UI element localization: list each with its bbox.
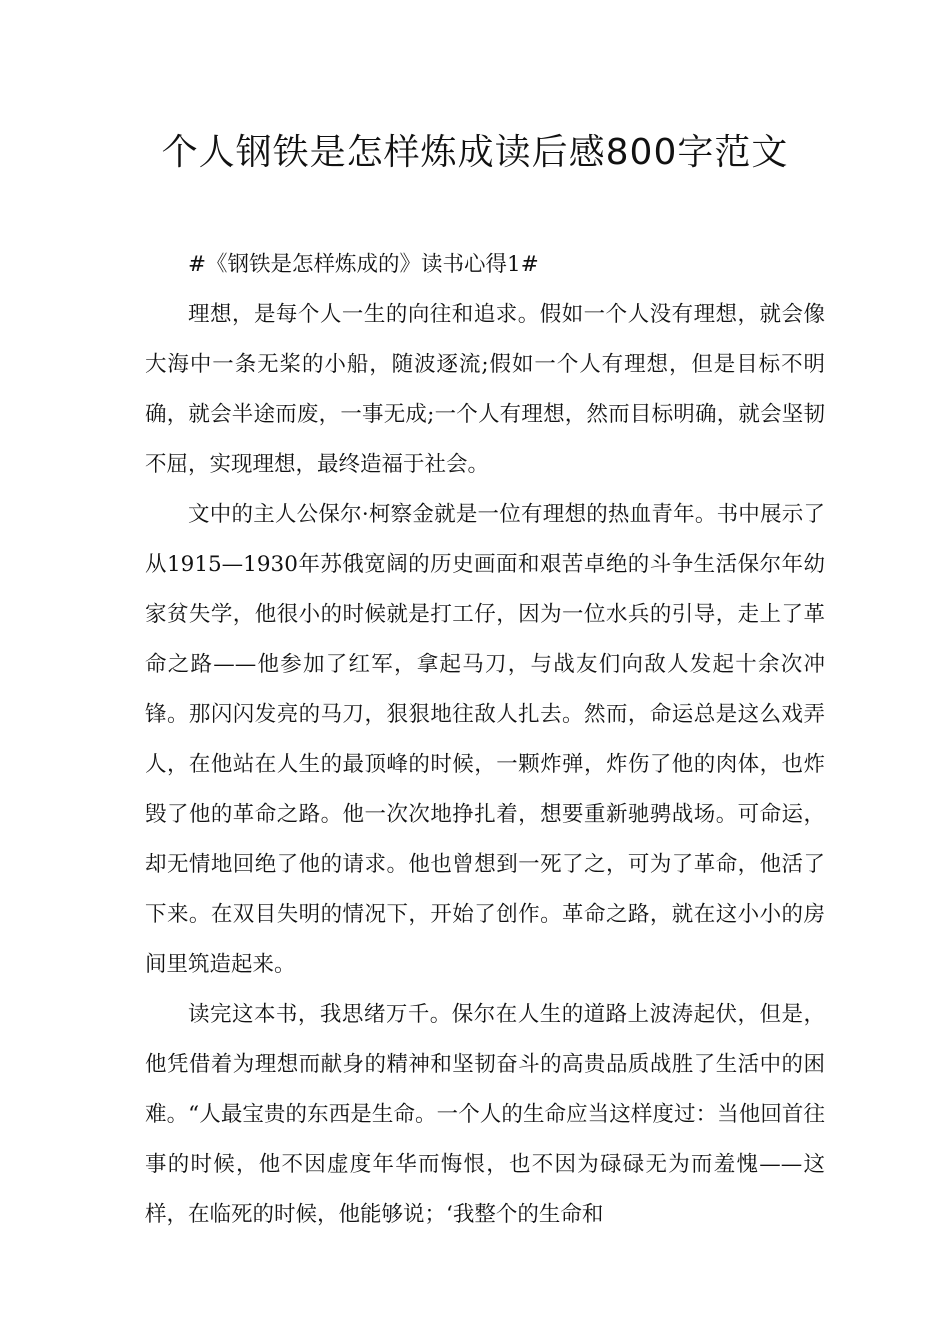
section-heading: #《钢铁是怎样炼成的》读书心得1#	[188, 252, 539, 277]
paragraph-3: 读完这本书，我思绪万千。保尔在人生的道路上波涛起伏，但是，他凭借着为理想而献身的精神和坚韧奋斗的高贵品质战胜了生活中的困难。“人最宝贵的东西是生命。一个人的生命应当这样度过：当他回首往事的时候，他不因虚度年华而悔恨，也不因为碌碌无为而羞愧——这样，在临死的时候，他能够说；‘我整个的生命和	[145, 1002, 825, 1227]
document-title: 个人钢铁是怎样炼成读后感800字范文	[161, 132, 789, 173]
paragraph-1: 理想，是每个人一生的向往和追求。假如一个人没有理想，就会像大海中一条无桨的小船，随波逐流;假如一个人有理想，但是目标不明确，就会半途而废，一事无成;一个人有理想，然而目标明确，就会坚韧不屈，实现理想，最终造福于社会。	[145, 302, 825, 477]
document-body	[145, 240, 825, 1240]
paragraph-2: 文中的主人公保尔·柯察金就是一位有理想的热血青年。书中展示了从1915—1930年苏俄宽阔的历史画面和艰苦卓绝的斗争生活保尔年幼家贫失学，他很小的时候就是打工仔，因为一位水兵的引导，走上了革命之路——他参加了红军，拿起马刀，与战友们向敌人发起十余次冲锋。那闪闪发亮的马刀，狠狠地往敌人扎去。然而，命运总是这么戏弄人，在他站在人生的最顶峰的时候，一颗炸弹，炸伤了他的肉体，也炸毁了他的革命之路。他一次次地挣扎着，想要重新驰骋战场。可命运，却无情地回绝了他的请求。他也曾想到一死了之，可为了革命，他活了下来。在双目失明的情况下，开始了创作。革命之路，就在这小小的房间里筑造起来。	[145, 502, 825, 977]
